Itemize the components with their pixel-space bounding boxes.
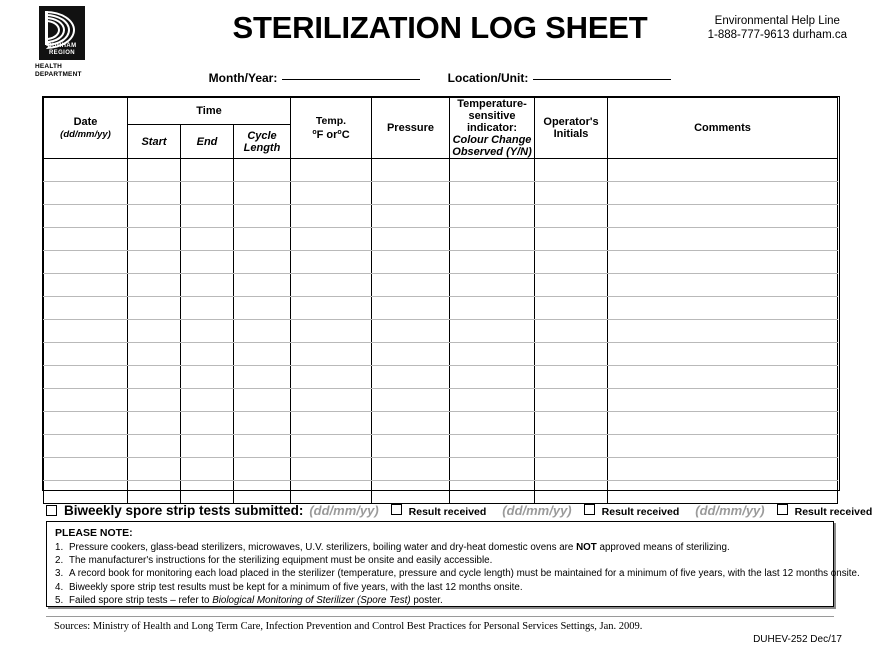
table-cell[interactable] <box>181 182 234 205</box>
result-received-label: Result received <box>601 506 680 518</box>
table-cell[interactable] <box>450 251 535 274</box>
table-cell[interactable] <box>608 458 838 481</box>
table-row <box>44 251 838 274</box>
table-cell[interactable] <box>44 389 128 412</box>
table-cell[interactable] <box>234 228 291 251</box>
table-cell[interactable] <box>608 182 838 205</box>
table-cell[interactable] <box>44 297 128 320</box>
table-cell[interactable] <box>372 205 450 228</box>
table-cell[interactable] <box>234 159 291 182</box>
table-cell[interactable] <box>450 481 535 504</box>
result-received-checkbox[interactable] <box>584 504 595 515</box>
table-cell[interactable] <box>535 297 608 320</box>
table-cell[interactable] <box>181 435 234 458</box>
table-cell[interactable] <box>44 228 128 251</box>
please-note-item: 2. The manufacturer's instructions for the sterilizing equipment must be onsite and easily accessible. <box>55 555 493 567</box>
table-cell[interactable] <box>608 343 838 366</box>
table-cell[interactable] <box>128 389 181 412</box>
tsi-line-4: Colour Change <box>452 134 532 146</box>
please-note-list <box>55 541 860 607</box>
col-header-temp-units: F or <box>316 129 338 141</box>
table-cell[interactable] <box>234 320 291 343</box>
col-header-operators-initials: Operator's Initials <box>535 98 608 159</box>
table-cell[interactable] <box>535 412 608 435</box>
page-title: STERILIZATION LOG SHEET <box>232 10 648 45</box>
page-header <box>0 0 880 92</box>
table-cell[interactable] <box>535 228 608 251</box>
table-row <box>44 412 838 435</box>
table-cell[interactable] <box>128 205 181 228</box>
table-cell[interactable] <box>535 182 608 205</box>
table-cell[interactable] <box>450 412 535 435</box>
table-cell[interactable] <box>608 159 838 182</box>
table-cell[interactable] <box>128 182 181 205</box>
table-cell[interactable] <box>234 435 291 458</box>
table-row <box>44 389 838 412</box>
help-line-block <box>708 14 847 42</box>
table-cell[interactable] <box>291 320 372 343</box>
table-cell[interactable] <box>291 458 372 481</box>
help-line-number: 1-888-777-9613 durham.ca <box>707 29 847 41</box>
table-row <box>44 320 838 343</box>
table-cell[interactable] <box>372 182 450 205</box>
tsi-line-2: sensitive <box>468 110 516 122</box>
location-unit-label: Location/Unit: <box>447 71 529 85</box>
table-cell[interactable] <box>372 458 450 481</box>
table-row <box>44 435 838 458</box>
table-cell[interactable] <box>181 297 234 320</box>
table-cell[interactable] <box>234 182 291 205</box>
table-cell[interactable] <box>372 366 450 389</box>
table-cell[interactable] <box>450 205 535 228</box>
table-cell[interactable] <box>372 412 450 435</box>
table-row <box>44 481 838 504</box>
table-cell[interactable] <box>234 274 291 297</box>
table-cell[interactable] <box>450 366 535 389</box>
table-cell[interactable] <box>372 251 450 274</box>
table-cell[interactable] <box>291 159 372 182</box>
result-received-checkbox[interactable] <box>391 504 402 515</box>
result-received-label: Result received <box>408 506 487 518</box>
table-cell[interactable] <box>535 159 608 182</box>
table-cell[interactable] <box>608 205 838 228</box>
table-cell[interactable] <box>291 412 372 435</box>
table-cell[interactable] <box>372 274 450 297</box>
table-cell[interactable] <box>291 251 372 274</box>
table-cell[interactable] <box>181 274 234 297</box>
table-cell[interactable] <box>234 412 291 435</box>
col-header-comments: Comments <box>608 98 838 159</box>
table-cell[interactable] <box>535 389 608 412</box>
table-cell[interactable] <box>291 182 372 205</box>
table-cell[interactable] <box>372 343 450 366</box>
table-cell[interactable] <box>181 251 234 274</box>
table-row <box>44 182 838 205</box>
please-note-item-number: 2. <box>55 555 64 567</box>
location-unit-input[interactable] <box>533 68 671 80</box>
table-cell[interactable] <box>128 320 181 343</box>
table-cell[interactable] <box>128 297 181 320</box>
table-cell[interactable] <box>181 412 234 435</box>
table-body <box>44 159 838 504</box>
table-cell[interactable] <box>44 251 128 274</box>
month-year-field[interactable] <box>209 68 421 85</box>
footer-sources: Sources: Ministry of Health and Long Term Care, Infection Prevention and Control Best Practices for Personal Services Settings, Jan. 2009. <box>54 621 643 632</box>
table-cell[interactable] <box>291 228 372 251</box>
table-cell[interactable] <box>450 228 535 251</box>
table-cell[interactable] <box>291 274 372 297</box>
table-cell[interactable] <box>181 481 234 504</box>
table-cell[interactable] <box>450 435 535 458</box>
logo-wordmark-durham: DURHAM <box>47 43 77 49</box>
table-cell[interactable] <box>535 274 608 297</box>
table-row <box>44 159 838 182</box>
please-note-reference: Biological Monitoring of Sterilizer (Spore Test) <box>212 594 411 606</box>
degree-symbol-f-icon: o <box>312 129 317 136</box>
location-unit-field[interactable] <box>448 68 672 85</box>
result-received-checkbox[interactable] <box>777 504 788 515</box>
month-year-label: Month/Year: <box>208 71 278 85</box>
table-cell[interactable] <box>372 435 450 458</box>
table-cell[interactable] <box>535 320 608 343</box>
month-year-input[interactable] <box>282 68 420 80</box>
please-note-title: PLEASE NOTE: <box>55 527 133 539</box>
help-line-label: Environmental Help Line <box>714 15 840 27</box>
col-header-date-label: Date <box>73 115 98 128</box>
spore-strip-row <box>46 503 873 518</box>
col-header-date-format: (dd/mm/yy) <box>60 128 111 140</box>
spore-date-placeholder[interactable]: (dd/mm/yy) <box>695 503 765 518</box>
sterilization-log-table <box>43 97 838 504</box>
table-cell[interactable] <box>44 159 128 182</box>
table-row <box>44 228 838 251</box>
table-cell[interactable] <box>44 274 128 297</box>
table-cell[interactable] <box>44 343 128 366</box>
table-cell[interactable] <box>450 297 535 320</box>
table-cell[interactable] <box>181 343 234 366</box>
col-header-end: End <box>181 125 234 159</box>
table-cell[interactable] <box>372 481 450 504</box>
table-cell[interactable] <box>181 205 234 228</box>
table-cell[interactable] <box>608 435 838 458</box>
table-row <box>44 205 838 228</box>
table-cell[interactable] <box>450 343 535 366</box>
spore-submitted-label: Biweekly spore strip tests submitted: <box>64 503 304 518</box>
table-row <box>44 297 838 320</box>
footer-document-id: DUHEV-252 Dec/17 <box>753 634 842 645</box>
table-cell[interactable] <box>128 481 181 504</box>
col-header-start: Start <box>128 125 181 159</box>
table-cell[interactable] <box>234 481 291 504</box>
table-cell[interactable] <box>291 297 372 320</box>
table-cell[interactable] <box>608 297 838 320</box>
spore-submitted-checkbox[interactable] <box>46 505 57 516</box>
table-row <box>44 274 838 297</box>
table-cell[interactable] <box>128 412 181 435</box>
table-cell[interactable] <box>181 389 234 412</box>
form-fields-row <box>0 68 880 85</box>
table-cell[interactable] <box>291 435 372 458</box>
table-cell[interactable] <box>535 435 608 458</box>
table-cell[interactable] <box>181 366 234 389</box>
please-note-item: 1. Pressure cookers, glass-bead sterilizers, microwaves, U.V. sterilizers, boiling water and dry-heat domestic ovens are NOT approved means of sterilizing. <box>55 542 730 553</box>
logo-subtitle-health: HEALTH <box>35 63 63 70</box>
table-cell[interactable] <box>535 481 608 504</box>
table-cell[interactable] <box>535 458 608 481</box>
table-cell[interactable] <box>450 182 535 205</box>
col-header-temp-units2: C <box>341 129 350 141</box>
table-cell[interactable] <box>608 320 838 343</box>
col-header-temperature-sensitive-indicator <box>450 98 535 159</box>
result-received-label: Result received <box>794 506 873 518</box>
table-cell[interactable] <box>535 343 608 366</box>
table-cell[interactable] <box>372 320 450 343</box>
table-cell[interactable] <box>372 228 450 251</box>
table-cell[interactable] <box>44 320 128 343</box>
table-cell[interactable] <box>44 458 128 481</box>
table-cell[interactable] <box>128 159 181 182</box>
table-row <box>44 458 838 481</box>
table-cell[interactable] <box>291 481 372 504</box>
table-cell[interactable] <box>128 228 181 251</box>
table-cell[interactable] <box>181 228 234 251</box>
table-cell[interactable] <box>450 159 535 182</box>
table-cell[interactable] <box>128 435 181 458</box>
table-cell[interactable] <box>291 366 372 389</box>
table-cell[interactable] <box>535 251 608 274</box>
table-cell[interactable] <box>44 205 128 228</box>
tsi-line-5: Observed (Y/N) <box>452 146 532 158</box>
table-cell[interactable] <box>44 481 128 504</box>
col-header-temp-label: Temp. <box>315 115 347 127</box>
please-note-item: 3. A record book for monitoring each load placed in the sterilizer (temperature, pressure and cycle length) must be maintained for a minimum of five years, with the last 12 months onsite. <box>55 568 860 580</box>
col-header-cycle-length: Cycle Length <box>234 125 291 159</box>
table-cell[interactable] <box>234 366 291 389</box>
footer-divider <box>46 616 834 617</box>
col-header-time: Time <box>128 98 291 125</box>
table-cell[interactable] <box>44 435 128 458</box>
table-cell[interactable] <box>450 389 535 412</box>
please-note-item: 4. Biweekly spore strip test results must be kept for a minimum of five years, with the last 12 months onsite. <box>55 581 523 593</box>
table-cell[interactable] <box>608 481 838 504</box>
table-cell[interactable] <box>535 366 608 389</box>
table-cell[interactable] <box>450 274 535 297</box>
table-cell[interactable] <box>234 251 291 274</box>
table-row <box>44 366 838 389</box>
table-header <box>44 98 838 159</box>
please-note-item-number: 1. <box>55 542 64 553</box>
table-cell[interactable] <box>44 366 128 389</box>
please-note-item-number: 3. <box>55 568 64 580</box>
table-cell[interactable] <box>181 159 234 182</box>
table-cell[interactable] <box>608 274 838 297</box>
col-header-pressure: Pressure <box>372 98 450 159</box>
table-cell[interactable] <box>372 297 450 320</box>
please-note-item-number: 5. <box>55 594 64 606</box>
spore-entries <box>309 503 880 518</box>
spore-date-placeholder[interactable]: (dd/mm/yy) <box>502 503 572 518</box>
table-cell[interactable] <box>128 366 181 389</box>
table-cell[interactable] <box>608 412 838 435</box>
table-cell[interactable] <box>181 458 234 481</box>
table-cell[interactable] <box>608 389 838 412</box>
col-header-temp <box>291 98 372 159</box>
please-note-item-number: 4. <box>55 581 64 593</box>
table-cell[interactable] <box>128 251 181 274</box>
table-cell[interactable] <box>291 389 372 412</box>
table-cell[interactable] <box>234 389 291 412</box>
please-note-item: 5. Failed spore strip tests – refer to Biological Monitoring of Sterilizer (Spore Test) poster. <box>55 594 443 606</box>
table-cell[interactable] <box>608 251 838 274</box>
table-cell[interactable] <box>372 159 450 182</box>
table-row <box>44 343 838 366</box>
table-cell[interactable] <box>291 205 372 228</box>
table-cell[interactable] <box>608 228 838 251</box>
table-cell[interactable] <box>128 343 181 366</box>
table-cell[interactable] <box>128 458 181 481</box>
tsi-line-3: indicator: <box>466 122 518 134</box>
table-cell[interactable] <box>608 366 838 389</box>
table-cell[interactable] <box>450 458 535 481</box>
spore-date-placeholder[interactable]: (dd/mm/yy) <box>309 503 379 518</box>
please-note-emphasis: NOT <box>576 542 597 553</box>
table-cell[interactable] <box>291 343 372 366</box>
table-cell[interactable] <box>128 274 181 297</box>
please-note-box <box>46 521 860 607</box>
table-cell[interactable] <box>181 320 234 343</box>
table-cell[interactable] <box>535 205 608 228</box>
table-cell[interactable] <box>450 320 535 343</box>
logo-subtitle-department: DEPARTMENT <box>35 70 82 78</box>
degree-symbol-c-icon: o <box>337 129 342 136</box>
col-header-date <box>44 98 128 159</box>
table-cell[interactable] <box>234 458 291 481</box>
table-cell[interactable] <box>372 389 450 412</box>
tsi-line-1: Temperature- <box>457 98 527 110</box>
table-cell[interactable] <box>234 343 291 366</box>
table-cell[interactable] <box>234 205 291 228</box>
table-cell[interactable] <box>234 297 291 320</box>
table-cell[interactable] <box>44 182 128 205</box>
table-cell[interactable] <box>44 412 128 435</box>
logo-wordmark-region: REGION <box>48 50 76 56</box>
